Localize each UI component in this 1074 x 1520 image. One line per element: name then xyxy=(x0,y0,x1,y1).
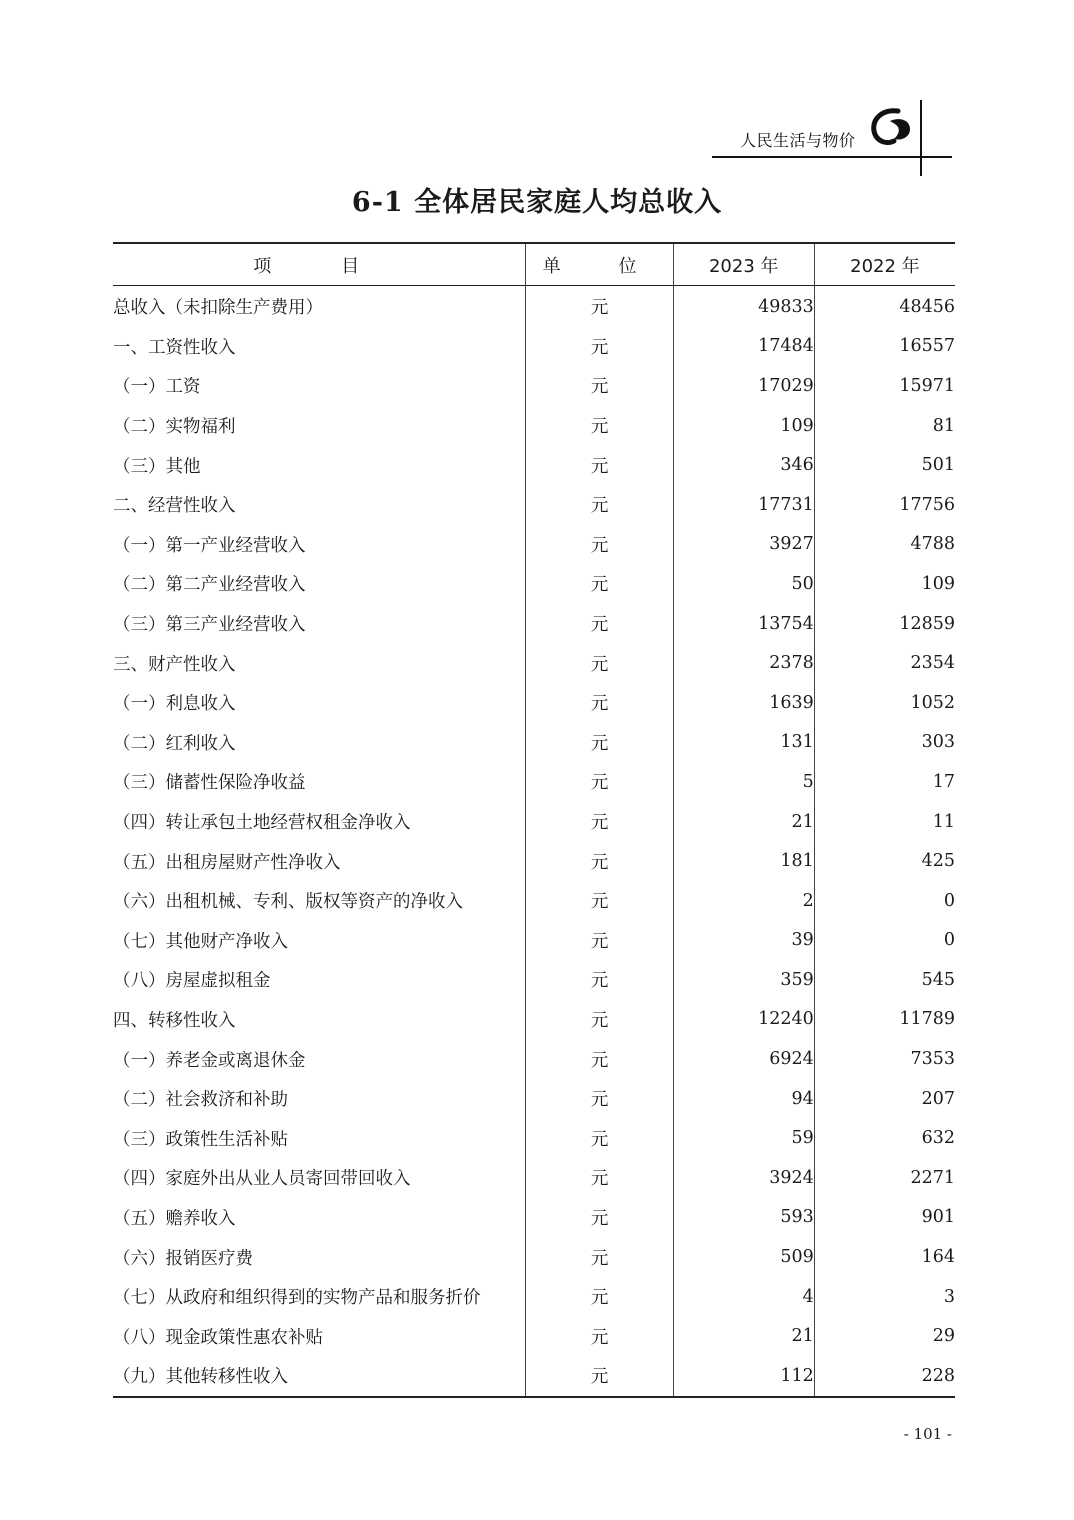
column-header-item: 项 目 xyxy=(113,243,526,286)
table-row xyxy=(113,1277,955,1317)
row-value-2022: 4788 xyxy=(814,525,955,565)
row-value-2023: 49833 xyxy=(673,286,814,327)
row-value-2022: 1052 xyxy=(814,683,955,723)
row-value-2023: 181 xyxy=(673,841,814,881)
row-value-2023: 21 xyxy=(673,802,814,842)
row-value-2022: 632 xyxy=(814,1118,955,1158)
table-row xyxy=(113,286,955,327)
column-header-2023: 2023 年 xyxy=(673,243,814,286)
row-value-2022: 11 xyxy=(814,802,955,842)
table-row xyxy=(113,1118,955,1158)
row-value-2022: 16557 xyxy=(814,327,955,367)
table-row xyxy=(113,683,955,723)
row-unit: 元 xyxy=(526,881,673,921)
row-value-2023: 112 xyxy=(673,1356,814,1397)
row-unit: 元 xyxy=(526,1277,673,1317)
row-value-2023: 59 xyxy=(673,1118,814,1158)
row-value-2023: 6924 xyxy=(673,1039,814,1079)
header-vertical-rule xyxy=(920,100,922,176)
row-item-label: 三、财产性收入 xyxy=(113,654,236,675)
row-item-label: （二）红利收入 xyxy=(113,733,236,754)
table-row xyxy=(113,525,955,565)
row-item-label: 二、经营性收入 xyxy=(113,496,236,517)
row-value-2022: 17756 xyxy=(814,485,955,525)
page-number: - 101 - xyxy=(903,1425,952,1443)
row-unit: 元 xyxy=(526,841,673,881)
row-value-2022: 12859 xyxy=(814,604,955,644)
row-value-2023: 5 xyxy=(673,762,814,802)
table-row xyxy=(113,1356,955,1397)
table-row xyxy=(113,802,955,842)
page-title: 6-1 全体居民家庭人均总收入 xyxy=(351,187,723,218)
row-value-2023: 17731 xyxy=(673,485,814,525)
row-item-label: （一）工资 xyxy=(113,377,201,398)
row-item-label: （四）家庭外出从业人员寄回带回收入 xyxy=(113,1169,411,1190)
row-unit: 元 xyxy=(526,723,673,763)
table-row xyxy=(113,485,955,525)
row-unit: 元 xyxy=(526,406,673,446)
row-value-2023: 2 xyxy=(673,881,814,921)
row-value-2022: 109 xyxy=(814,564,955,604)
table-row xyxy=(113,445,955,485)
row-item-label: （五）赡养收入 xyxy=(113,1208,236,1229)
table-row xyxy=(113,643,955,683)
row-unit: 元 xyxy=(526,1158,673,1198)
row-value-2022: 15971 xyxy=(814,366,955,406)
table-row xyxy=(113,723,955,763)
row-value-2023: 2378 xyxy=(673,643,814,683)
table-row xyxy=(113,960,955,1000)
table-row xyxy=(113,604,955,644)
table-row xyxy=(113,921,955,961)
table-row xyxy=(113,406,955,446)
row-value-2022: 3 xyxy=(814,1277,955,1317)
row-value-2023: 94 xyxy=(673,1079,814,1119)
header-horizontal-rule xyxy=(712,156,952,158)
row-item-label: （六）出租机械、专利、版权等资产的净收入 xyxy=(113,892,463,913)
row-value-2022: 0 xyxy=(814,921,955,961)
table-row xyxy=(113,1198,955,1238)
row-unit: 元 xyxy=(526,1237,673,1277)
row-item-label: （一）第一产业经营收入 xyxy=(113,535,306,556)
row-item-label: 总收入（未扣除生产费用） xyxy=(113,298,323,319)
row-value-2023: 593 xyxy=(673,1198,814,1238)
row-value-2023: 359 xyxy=(673,960,814,1000)
row-value-2023: 3927 xyxy=(673,525,814,565)
row-unit: 元 xyxy=(526,960,673,1000)
row-item-label: （一）养老金或离退休金 xyxy=(113,1050,306,1071)
row-value-2023: 509 xyxy=(673,1237,814,1277)
row-item-label: （三）第三产业经营收入 xyxy=(113,615,306,636)
row-item-label: （八）现金政策性惠农补贴 xyxy=(113,1327,323,1348)
row-item-label: （二）实物福利 xyxy=(113,417,236,438)
row-value-2022: 164 xyxy=(814,1237,955,1277)
row-value-2023: 39 xyxy=(673,921,814,961)
row-value-2022: 0 xyxy=(814,881,955,921)
statistics-logo-icon xyxy=(868,105,916,149)
row-item-label: （五）出租房屋财产性净收入 xyxy=(113,852,341,873)
row-value-2022: 207 xyxy=(814,1079,955,1119)
table-row xyxy=(113,1316,955,1356)
row-value-2023: 3924 xyxy=(673,1158,814,1198)
table-row xyxy=(113,881,955,921)
table-body xyxy=(113,286,955,1397)
row-unit: 元 xyxy=(526,445,673,485)
row-value-2022: 81 xyxy=(814,406,955,446)
row-value-2022: 2354 xyxy=(814,643,955,683)
row-unit: 元 xyxy=(526,1039,673,1079)
row-value-2023: 109 xyxy=(673,406,814,446)
row-unit: 元 xyxy=(526,327,673,367)
row-value-2022: 901 xyxy=(814,1198,955,1238)
row-value-2022: 29 xyxy=(814,1316,955,1356)
row-item-label: （三）政策性生活补贴 xyxy=(113,1129,288,1150)
row-value-2023: 1639 xyxy=(673,683,814,723)
row-unit: 元 xyxy=(526,762,673,802)
table-row xyxy=(113,1237,955,1277)
row-value-2023: 4 xyxy=(673,1277,814,1317)
row-item-label: （八）房屋虚拟租金 xyxy=(113,971,271,992)
row-item-label: （七）从政府和组织得到的实物产品和服务折价 xyxy=(113,1288,481,1309)
row-item-label: （一）利息收入 xyxy=(113,694,236,715)
row-item-label: （九）其他转移性收入 xyxy=(113,1356,526,1397)
row-unit: 元 xyxy=(526,643,673,683)
row-value-2023: 13754 xyxy=(673,604,814,644)
row-value-2023: 12240 xyxy=(673,1000,814,1040)
row-value-2022: 11789 xyxy=(814,1000,955,1040)
table-row xyxy=(113,327,955,367)
row-unit: 元 xyxy=(526,1079,673,1119)
row-unit: 元 xyxy=(526,1356,673,1397)
row-value-2022: 303 xyxy=(814,723,955,763)
row-value-2023: 346 xyxy=(673,445,814,485)
row-item-label: （二）第二产业经营收入 xyxy=(113,575,306,596)
row-unit: 元 xyxy=(526,525,673,565)
row-value-2022: 7353 xyxy=(814,1039,955,1079)
table-row xyxy=(113,841,955,881)
table-row xyxy=(113,1158,955,1198)
row-item-label: 四、转移性收入 xyxy=(113,1010,236,1031)
row-item-label: （三）其他 xyxy=(113,456,201,477)
row-value-2023: 50 xyxy=(673,564,814,604)
table-row xyxy=(113,564,955,604)
row-value-2022: 17 xyxy=(814,762,955,802)
row-unit: 元 xyxy=(526,286,673,327)
table-header-row xyxy=(113,243,955,286)
row-item-label: （六）报销医疗费 xyxy=(113,1248,253,1269)
column-header-unit: 单 位 xyxy=(526,243,673,286)
row-unit: 元 xyxy=(526,604,673,644)
income-table xyxy=(113,242,955,1398)
row-unit: 元 xyxy=(526,366,673,406)
table-row xyxy=(113,1000,955,1040)
row-unit: 元 xyxy=(526,1316,673,1356)
row-value-2022: 228 xyxy=(814,1356,955,1397)
row-item-label: 一、工资性收入 xyxy=(113,337,236,358)
row-value-2023: 17029 xyxy=(673,366,814,406)
row-item-label: （七）其他财产净收入 xyxy=(113,931,288,952)
table-row xyxy=(113,366,955,406)
row-value-2022: 48456 xyxy=(814,286,955,327)
row-unit: 元 xyxy=(526,921,673,961)
row-value-2022: 501 xyxy=(814,445,955,485)
row-unit: 元 xyxy=(526,1198,673,1238)
row-unit: 元 xyxy=(526,485,673,525)
row-value-2022: 545 xyxy=(814,960,955,1000)
row-value-2023: 17484 xyxy=(673,327,814,367)
table-row xyxy=(113,762,955,802)
row-value-2022: 425 xyxy=(814,841,955,881)
row-unit: 元 xyxy=(526,683,673,723)
section-label: 人民生活与物价 xyxy=(740,131,856,150)
table-row xyxy=(113,1039,955,1079)
row-value-2023: 131 xyxy=(673,723,814,763)
row-item-label: （四）转让承包土地经营权租金净收入 xyxy=(113,813,411,834)
row-value-2023: 21 xyxy=(673,1316,814,1356)
row-unit: 元 xyxy=(526,564,673,604)
row-unit: 元 xyxy=(526,1000,673,1040)
row-unit: 元 xyxy=(526,1118,673,1158)
table-row xyxy=(113,1079,955,1119)
row-item-label: （三）储蓄性保险净收益 xyxy=(113,773,306,794)
row-item-label: （二）社会救济和补助 xyxy=(113,1090,288,1111)
row-value-2022: 2271 xyxy=(814,1158,955,1198)
row-unit: 元 xyxy=(526,802,673,842)
column-header-2022: 2022 年 xyxy=(814,243,955,286)
